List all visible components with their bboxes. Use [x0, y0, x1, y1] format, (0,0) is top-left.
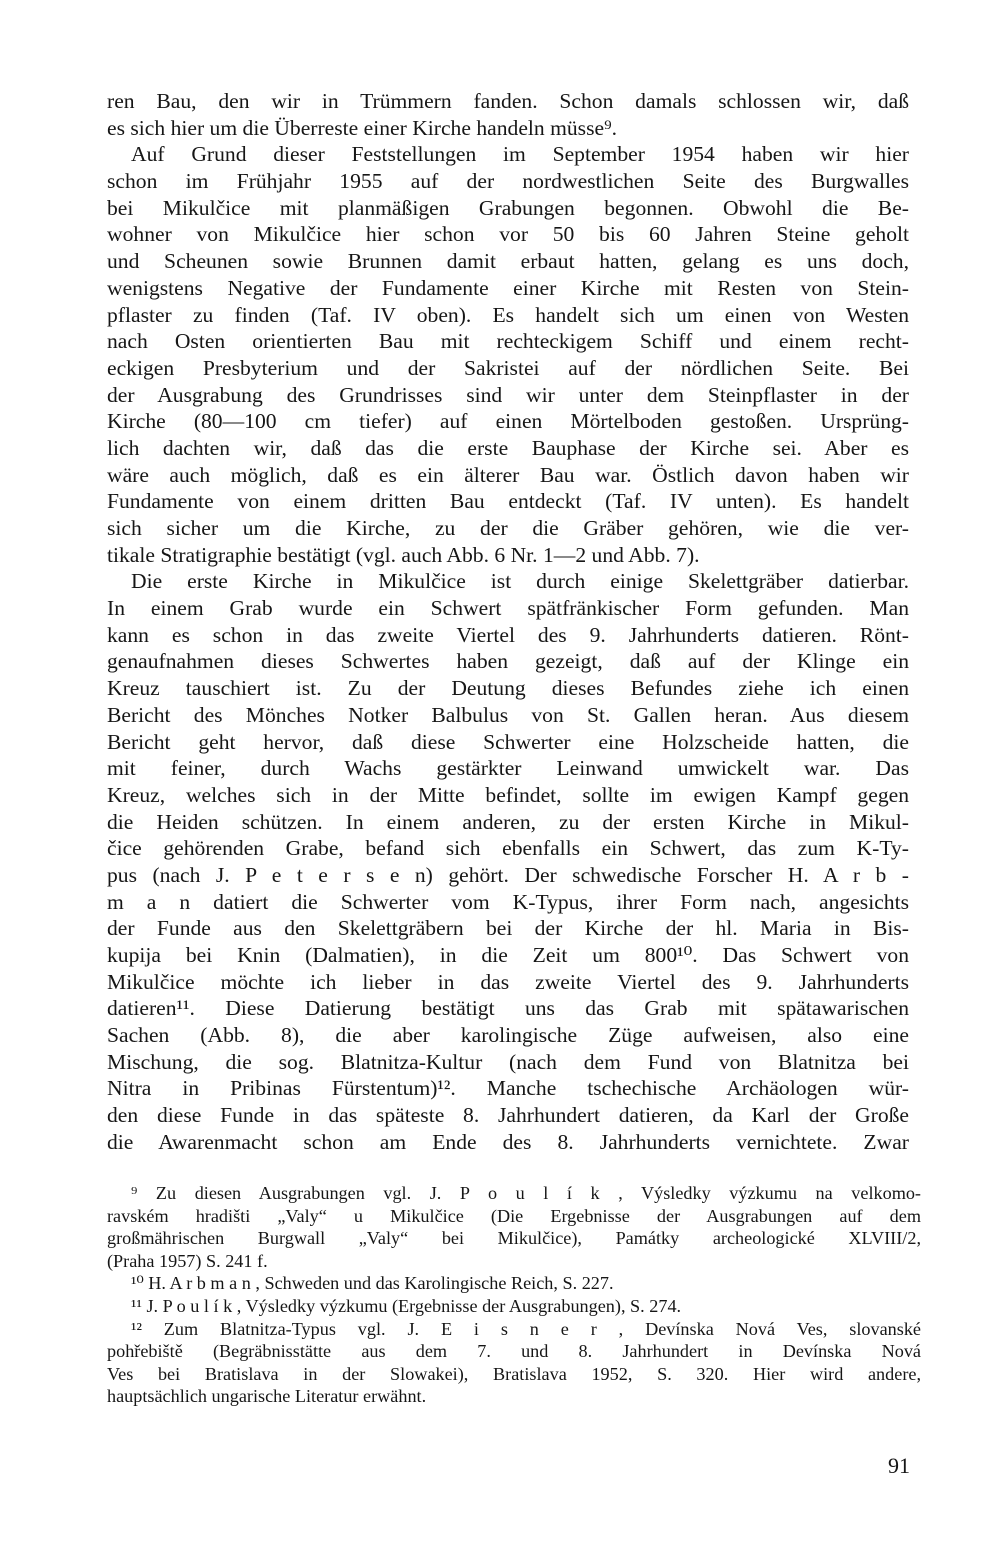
text-line: pus (nach J. P e t e r s e n) gehört. Der schwedische Forscher H. A r b -: [107, 862, 909, 887]
text-line: wäre auch möglich, daß es ein älterer Bau war. Östlich davon haben wir: [107, 462, 909, 487]
text-line: Bericht geht hervor, daß diese Schwerter eine Holzscheide hatten, die: [107, 729, 909, 754]
text-line: Mischung, die sog. Blatnitza-Kultur (nach dem Fund von Blatnitza bei: [107, 1049, 909, 1074]
footnote-line: ⁹ Zu diesen Ausgrabungen vgl. J. P o u l í k , Výsledky výzkumu na velkomo-: [131, 1183, 921, 1203]
text-line: Die erste Kirche in Mikulčice ist durch einige Skelettgräber datierbar.: [131, 569, 909, 594]
text-line: kupija bei Knin (Dalmatien), in die Zeit um 800¹⁰. Das Schwert von: [107, 943, 909, 967]
text-line: m a n datiert die Schwerter vom K-Typus, ihrer Form nach, angesichts: [107, 889, 909, 914]
text-line: schon im Frühjahr 1955 auf der nordwestlichen Seite des Burgwalles: [107, 169, 909, 194]
text-line: mit feiner, durch Wachs gestärkter Leinwand umwickelt war. Das: [107, 756, 909, 781]
page-number: 91: [888, 1453, 910, 1478]
text-line: čice gehörenden Grabe, befand sich ebenfalls ein Schwert, das zum K-Ty-: [107, 836, 909, 861]
main-text-block: [107, 88, 909, 1156]
text-line: lich dachten wir, daß das die erste Bauphase der Kirche sei. Aber es: [107, 435, 909, 460]
footnote-line: ¹² Zum Blatnitza-Typus vgl. J. E i s n e r , Devínska Nová Ves, slovanské: [131, 1318, 921, 1339]
footnotes-block: [107, 1182, 921, 1408]
text-line: bei Mikulčice mit planmäßigen Grabungen begonnen. Obwohl die Be-: [107, 195, 909, 220]
text-line: die Awarenmacht schon am Ende des 8. Jahrhunderts vernichtete. Zwar: [107, 1129, 909, 1154]
text-line: Fundamente von einem dritten Bau entdeckt (Taf. IV unten). Es handelt: [107, 489, 909, 514]
text-line: Kreuz, welches sich in der Mitte befindet, sollte im ewigen Kampf gegen: [107, 782, 909, 807]
text-line: Mikulčice möchte ich lieber in das zweite Viertel des 9. Jahrhunderts: [107, 969, 909, 994]
text-line: sich sicher um die Kirche, zu der die Gräber gehören, wie die ver-: [107, 516, 909, 540]
text-line: Nitra in Pribinas Fürstentum)¹². Manche tschechische Archäologen wür-: [107, 1076, 909, 1101]
text-line: Bericht des Mönches Notker Balbulus von St. Gallen heran. Aus diesem: [107, 702, 909, 727]
text-line: der Funde aus den Skelettgräbern bei der Kirche der hl. Maria in Bis-: [107, 916, 909, 941]
text-line: In einem Grab wurde ein Schwert spätfränkischer Form gefunden. Man: [107, 596, 909, 621]
footnote-line: ravském hradišti „Valy“ u Mikulčice (Die Ergebnisse der Ausgrabungen auf dem: [107, 1205, 921, 1226]
footnote-line: pohřebiště (Begräbnisstätte aus dem 7. und 8. Jahrhundert in Devínska Nová: [107, 1341, 921, 1362]
text-line: datieren¹¹. Diese Datierung bestätigt uns das Grab mit spätawarischen: [107, 996, 909, 1021]
footnote-line: ¹¹ J. P o u l í k , Výsledky výzkumu (Ergebnisse der Ausgrabungen), S. 274.: [131, 1295, 682, 1316]
text-line: wohner von Mikulčice hier schon vor 50 bis 60 Jahren Steine geholt: [107, 222, 909, 247]
text-line: den diese Funde in das späteste 8. Jahrhundert datieren, da Karl der Große: [107, 1103, 909, 1128]
text-line: kann es schon in das zweite Viertel des 9. Jahrhunderts datieren. Rönt-: [107, 622, 909, 647]
footnote-line: hauptsächlich ungarische Literatur erwähnt.: [107, 1386, 427, 1407]
text-line: genaufnahmen dieses Schwertes haben gezeigt, daß auf der Klinge ein: [107, 649, 909, 674]
footnote-line: (Praha 1957) S. 241 f.: [107, 1250, 268, 1271]
footnote-line: großmährischen Burgwall „Valy“ bei Mikulčice), Památky archeologické XLVIII/2,: [107, 1228, 921, 1249]
footnote-line: ¹⁰ H. A r b m a n , Schweden und das Karolingische Reich, S. 227.: [131, 1273, 614, 1294]
text-line: Kirche (80—100 cm tiefer) auf einen Mörtelboden gestoßen. Ursprüng-: [107, 409, 909, 434]
text-line: Sachen (Abb. 8), die aber karolingische Züge aufweisen, also eine: [107, 1023, 909, 1048]
text-line: ren Bau, den wir in Trümmern fanden. Schon damals schlossen wir, daß: [107, 89, 909, 113]
text-line: die Heiden schützen. In einem anderen, zu der ersten Kirche in Mikul-: [107, 809, 909, 834]
text-line: es sich hier um die Überreste einer Kirche handeln müsse⁹.: [107, 115, 618, 140]
text-line: der Ausgrabung des Grundrisses sind wir unter dem Steinpflaster in der: [107, 382, 909, 407]
text-line: Kreuz tauschiert ist. Zu der Deutung dieses Befundes ziehe ich einen: [107, 676, 909, 701]
text-line: und Scheunen sowie Brunnen damit erbaut hatten, gelang es uns doch,: [107, 249, 909, 274]
text-line: pflaster zu finden (Taf. IV oben). Es handelt sich um einen von Westen: [107, 302, 909, 327]
text-line: nach Osten orientierten Bau mit rechteckigem Schiff und einem recht-: [107, 329, 909, 354]
text-line: wenigstens Negative der Fundamente einer Kirche mit Resten von Stein-: [107, 275, 909, 300]
footnote-line: Ves bei Bratislava in der Slowakei), Bratislava 1952, S. 320. Hier wird andere,: [107, 1363, 921, 1384]
text-line: eckigen Presbyterium und der Sakristei auf der nördlichen Seite. Bei: [107, 355, 909, 380]
text-line: tikale Stratigraphie bestätigt (vgl. auch Abb. 6 Nr. 1—2 und Abb. 7).: [107, 542, 700, 567]
text-line: Auf Grund dieser Feststellungen im September 1954 haben wir hier: [131, 142, 909, 167]
